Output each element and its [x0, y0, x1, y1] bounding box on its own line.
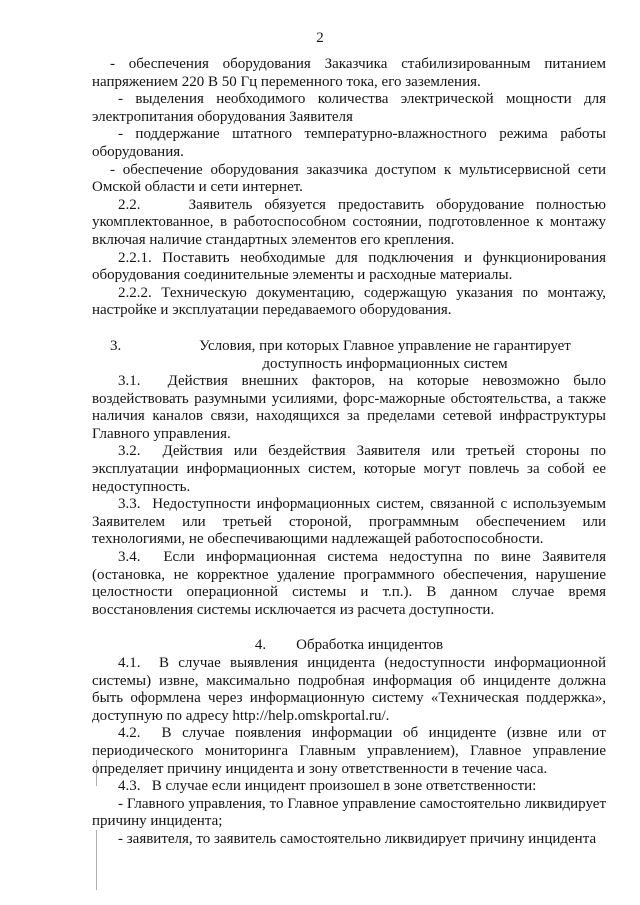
paragraph: - заявителя, то заявитель самостоятельно ликвидирует причину инцидента — [118, 830, 597, 847]
paragraph: 3.3. Недоступности информационных систем, связанной с используемым Заявителем или третьей стороной, программным обеспечением или технологиями, не обеспечивающими надлежащей работоспособности. — [92, 496, 606, 548]
paragraph: - обеспечение оборудования заказчика доступом к мультисервисной сети Омской области и сети интернет. — [92, 161, 606, 196]
section-spacer — [92, 320, 606, 338]
section-title: Условия, при которых Главное управление не гарантирует доступность информационных систем — [199, 337, 571, 372]
paragraph: 2.2.1. Поставить необходимые для подключения и функционирования оборудования соединительные элементы и расходные материалы. — [92, 249, 606, 284]
paragraph: 3.1. Действия внешних факторов, на которые невозможно было воздействовать разумными усилиями, форс-мажорные обстоятельства, а также наличия каналов связи, находящихся за пределами сетевой инфраструктуры Главного управления. — [92, 373, 606, 442]
paragraph: 4.2. В случае появления информации об инциденте (извне или от периодического мониторинга Главным управлением), Главное управление определяет причину инцидента и зону ответственности в течение часа. — [92, 725, 606, 777]
paragraph: 3.2. Действия или бездействия Заявителя или третьей стороны по эксплуатации информационных систем, которые могут повлечь за собой ее недоступность. — [92, 443, 606, 495]
paragraph: 3.4. Если информационная система недоступна по вине Заявителя (остановка, не корректное удаление программного обеспечения, нарушение целостности операционной системы и т.п.). В данном случае время восстановления системы исключается из расчета доступности. — [92, 549, 606, 618]
paragraph: - Главного управления, то Главное управление самостоятельно ликвидирует причину инцидента; — [92, 795, 606, 830]
paragraph: 2.2.2. Техническую документацию, содержащую указания по монтажу, настройке и эксплуатации передаваемого оборудования. — [92, 284, 606, 319]
page-number: 2 — [316, 30, 324, 46]
section-title: Обработка инцидентов — [296, 637, 444, 654]
paragraph: 4.1. В случае выявления инцидента (недоступности информационной системы) извне, максимально подробная информация об инциденте должна быть оформлена через информационную систему «Техническая поддержка», доступную по адресу http://help.omskportal.ru/. — [92, 655, 606, 724]
paragraph: - поддержание штатного температурно-влажностного режима работы оборудования. — [92, 126, 606, 160]
paragraph: - обеспечения оборудования Заказчика стабилизированным питанием напряжением 220 В 50 Гц переменного тока, его заземления. — [92, 56, 606, 90]
section-number: 4. — [254, 637, 267, 654]
paragraph: - выделения необходимого количества электрической мощности для электропитания оборудования Заявителя — [92, 91, 606, 125]
section-heading — [92, 637, 606, 655]
paragraph: 4.3. В случае если инцидент произошел в зоне ответственности: — [118, 778, 537, 795]
document-body — [92, 56, 606, 849]
paragraph: 2.2. Заявитель обязуется предоставить оборудование полностью укомплектованное, в работоспособном состоянии, подготовленное к монтажу включая наличие стандартных элементов его крепления. — [92, 196, 606, 248]
section-heading — [92, 338, 606, 373]
section-spacer — [92, 619, 606, 637]
section-number: 3. — [110, 337, 122, 354]
